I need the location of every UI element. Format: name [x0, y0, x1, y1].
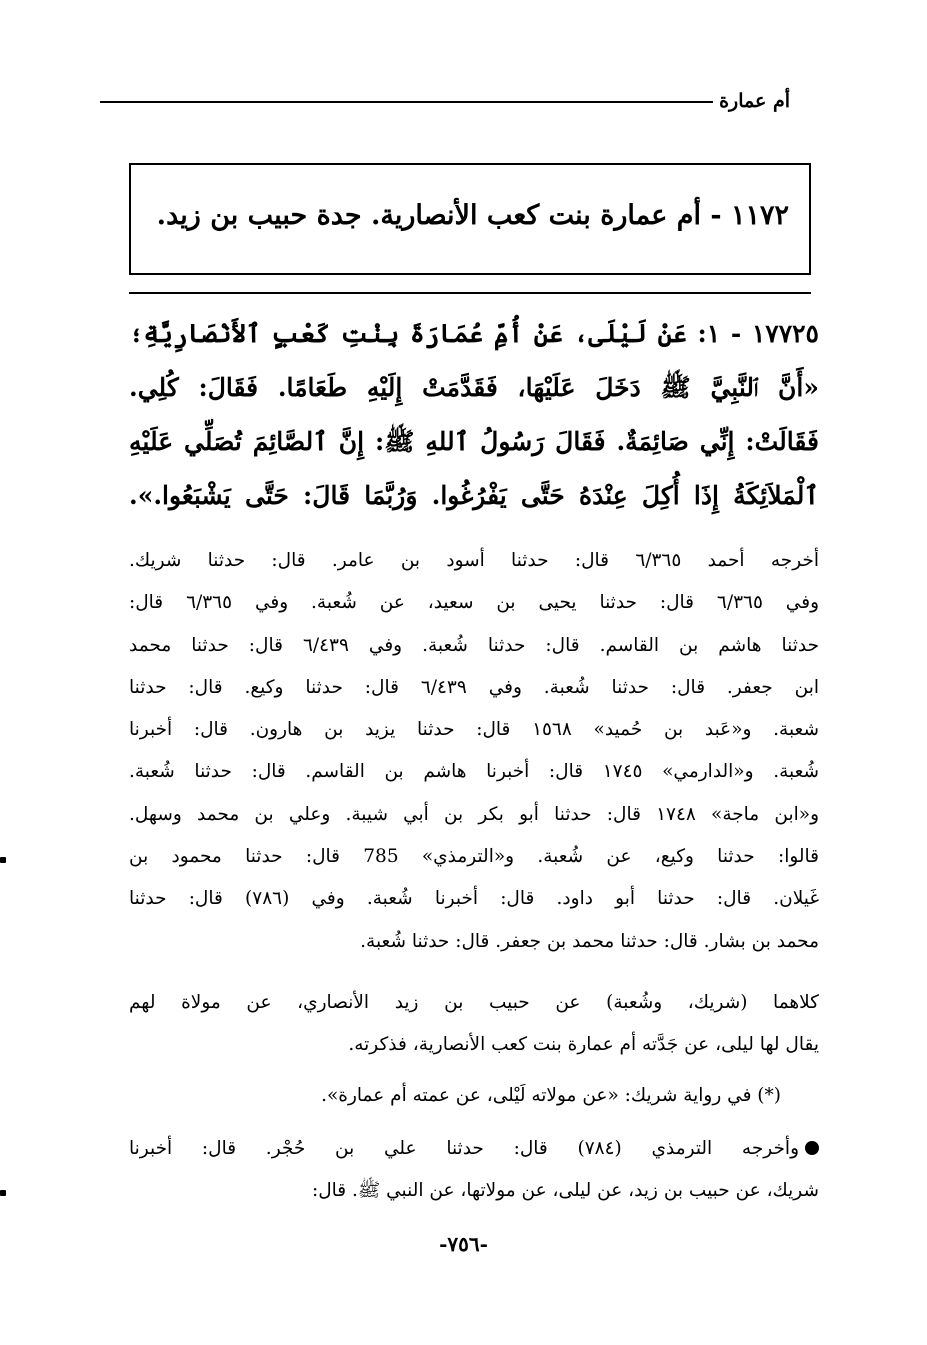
hadith-line: فَقَالَتْ: إِنِّي صَائِمَةٌ. فَقَالَ رَسُولُ ٱللهِ ﷺ: إِنَّ ٱلصَّائِمَ تُصَلِّي عَلَيْهِ [129, 427, 819, 456]
hadith-line: «أَنَّ ٱلنَّبِيَّ ﷺ دَخَلَ عَلَيْهَا، فَقَدَّمَتْ إِلَيْهِ طَعَامًا. فَقَالَ: كُلِي. [129, 373, 819, 402]
chain-summary-line: كلاهما (شريك، وشُعبة) عن حبيب بن زيد الأنصاري، عن مولاة لهم [129, 992, 819, 1013]
variant-note: (*) في رواية شريك: «عن مولاته لَيْلى، عن عمته أم عمارة». [321, 1085, 781, 1106]
takhrij-line: محمد بن بشار. قال: حدثنا محمد بن جعفر. قال: حدثنا شُعبة. [360, 930, 819, 952]
takhrij-line: و«ابن ماجة» ١٧٤٨ قال: حدثنا أبو بكر بن أبي شيبة. وعلي بن محمد وسهل. [129, 803, 820, 825]
tirmidhi-line: شريك، عن حبيب بن زيد، عن ليلى، عن مولاتها، عن النبي ﷺ. قال: [311, 1180, 819, 1201]
margin-mark [0, 1190, 6, 1196]
takhrij-line: شُعبة. و«الدارمي» ١٧٤٥ قال: أخبرنا هاشم بن القاسم. قال: حدثنا شُعبة. [129, 761, 819, 783]
hadith-line: ١٧٧٢٥ - ١: عَنْ لَيْلَى، عَنْ أُمِّ عُمَارَةَ بِنْتِ كَعْبٍ ٱلأَنْصَارِيَّةِ؛ [129, 319, 819, 348]
tirmidhi-line [129, 1128, 819, 1170]
tirmidhi-paragraph [129, 1128, 819, 1212]
takhrij-line: وفي ٦/٣٦٥ قال: حدثنا يحيى بن سعيد، عن شُعبة. وفي ٦/٣٦٥ قال: [129, 592, 819, 614]
hadith-line: ٱلْمَلاَئِكَةُ إِذَا أُكِلَ عِنْدَهُ حَتَّى يَفْرُغُوا. وَرُبَّمَا قَالَ: حَتَّى يَشْبَعُوا.». [129, 481, 819, 510]
bullet-icon [805, 1141, 819, 1155]
chain-summary-paragraph [129, 982, 819, 1066]
takhrij-line: شعبة. و«عَبد بن حُميد» ١٥٦٨ قال: حدثنا يزيد بن هارون. قال: أخبرنا [129, 719, 819, 741]
takhrij-line: حدثنا هاشم بن القاسم. قال: حدثنا شُعبة. وفي ٦/٤٣٩ قال: حدثنا محمد [129, 634, 820, 656]
takhrij-paragraph [129, 540, 819, 963]
tirmidhi-line-text: وأخرجه الترمذي (٧٨٤) قال: حدثنا علي بن حُجْر. قال: أخبرنا [129, 1138, 800, 1159]
takhrij-line: أخرجه أحمد ٦/٣٦٥ قال: حدثنا أسود بن عامر. قال: حدثنا شريك. [129, 550, 819, 571]
entry-title-box [129, 163, 811, 275]
takhrij-line: غَيلان. قال: حدثنا أبو داود. قال: أخبرنا شُعبة. وفي (٧٨٦) قال: حدثنا [129, 888, 819, 910]
hadith-text [129, 307, 819, 523]
entry-title: ١١٧٢ - أم عمارة بنت كعب الأنصارية. جدة حبيب بن زيد. [156, 199, 789, 231]
running-head [100, 88, 790, 114]
running-head-title: أم عمارة [719, 90, 790, 112]
running-head-rule [100, 101, 713, 103]
takhrij-line: قالوا: حدثنا وكيع، عن شُعبة. و«الترمذي» 785 قال: حدثنا محمود بن [129, 846, 820, 868]
chain-summary-line: يقال لها ليلى، عن جَدَّته أم عمارة بنت كعب الأنصارية، فذكرته. [348, 1034, 819, 1055]
margin-mark [0, 857, 6, 863]
title-divider [129, 292, 811, 294]
page-number: -٧٥٦- [439, 1232, 488, 1256]
takhrij-line: ابن جعفر. قال: حدثنا شُعبة. وفي ٦/٤٣٩ قال: حدثنا وكيع. قال: حدثنا [129, 676, 819, 698]
